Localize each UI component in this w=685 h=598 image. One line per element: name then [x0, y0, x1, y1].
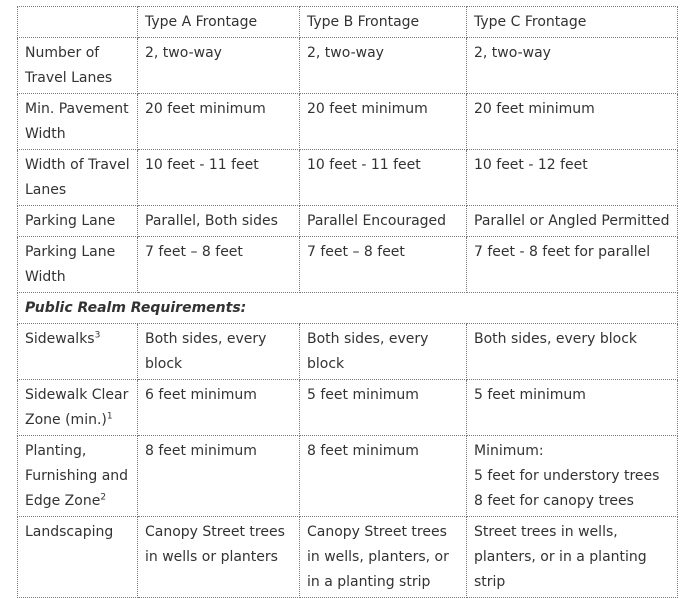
header-cell — [18, 7, 138, 38]
type-c-cell: Street trees in wells, planters, or in a planting strip — [467, 517, 678, 598]
type-b-cell: 10 feet - 11 feet — [300, 150, 467, 206]
table-row — [18, 38, 678, 94]
footnote-marker: 3 — [94, 330, 101, 341]
type-b-cell: 7 feet – 8 feet — [300, 237, 467, 293]
table-row — [18, 94, 678, 150]
type-c-cell: Parallel or Angled Permitted — [467, 206, 678, 237]
header-cell-type-c: Type C Frontage — [467, 7, 678, 38]
row-label: Parking Lane Width — [18, 237, 138, 293]
type-b-cell: Canopy Street trees in wells, planters, or in a planting strip — [300, 517, 467, 598]
table-row — [18, 380, 678, 436]
row-label-text: Sidewalk Clear Zone (min.) — [25, 387, 129, 428]
table-row — [18, 150, 678, 206]
type-b-cell: 8 feet minimum — [300, 436, 467, 517]
section-title: Public Realm Requirements: — [18, 293, 678, 324]
table-row — [18, 517, 678, 598]
row-label: Landscaping — [18, 517, 138, 598]
row-label: Parking Lane — [18, 206, 138, 237]
type-c-cell: 7 feet - 8 feet for parallel — [467, 237, 678, 293]
type-b-cell: Both sides, every block — [300, 324, 467, 380]
type-b-cell: 5 feet minimum — [300, 380, 467, 436]
footnote-marker: 2 — [100, 492, 107, 503]
type-a-cell: Parallel, Both sides — [138, 206, 300, 237]
type-c-cell: 5 feet minimum — [467, 380, 678, 436]
type-c-cell: 2, two-way — [467, 38, 678, 94]
row-label: Number of Travel Lanes — [18, 38, 138, 94]
frontage-requirements-table — [17, 6, 678, 598]
table-row — [18, 436, 678, 517]
type-b-cell: 2, two-way — [300, 38, 467, 94]
section-row — [18, 293, 678, 324]
table-row — [18, 206, 678, 237]
row-label-text: Sidewalks — [25, 331, 95, 347]
header-cell-type-b: Type B Frontage — [300, 7, 467, 38]
type-a-cell: 7 feet – 8 feet — [138, 237, 300, 293]
header-cell-type-a: Type A Frontage — [138, 7, 300, 38]
type-a-cell: 2, two-way — [138, 38, 300, 94]
type-a-cell: Canopy Street trees in wells or planters — [138, 517, 300, 598]
type-a-cell: 20 feet minimum — [138, 94, 300, 150]
type-c-cell: Minimum: 5 feet for understory trees 8 feet for canopy trees — [467, 436, 678, 517]
type-b-cell: Parallel Encouraged — [300, 206, 467, 237]
type-a-cell: 8 feet minimum — [138, 436, 300, 517]
type-a-cell: 10 feet - 11 feet — [138, 150, 300, 206]
table-row — [18, 237, 678, 293]
row-label — [18, 436, 138, 517]
table-row — [18, 324, 678, 380]
type-a-cell: 6 feet minimum — [138, 380, 300, 436]
type-c-cell: Both sides, every block — [467, 324, 678, 380]
row-label — [18, 324, 138, 380]
header-row — [18, 7, 678, 38]
row-label: Min. Pavement Width — [18, 94, 138, 150]
type-c-cell: 10 feet - 12 feet — [467, 150, 678, 206]
row-label: Width of Travel Lanes — [18, 150, 138, 206]
type-b-cell: 20 feet minimum — [300, 94, 467, 150]
type-a-cell: Both sides, every block — [138, 324, 300, 380]
row-label-text: Planting, Furnishing and Edge Zone — [25, 443, 129, 509]
type-c-cell: 20 feet minimum — [467, 94, 678, 150]
row-label — [18, 380, 138, 436]
footnote-marker: 1 — [106, 411, 113, 422]
